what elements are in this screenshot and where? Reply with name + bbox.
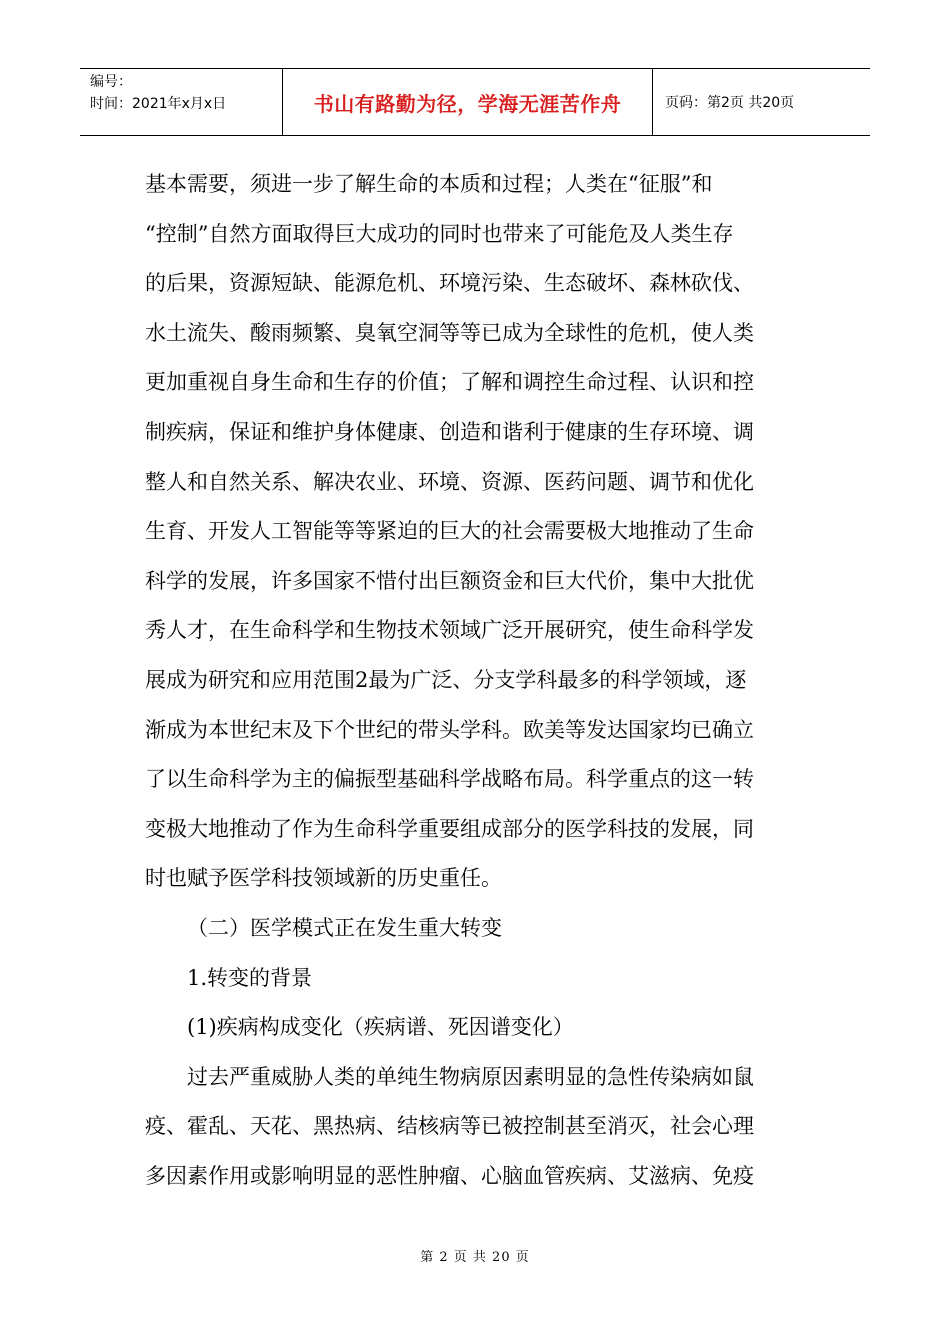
page-footer: 第 2 页 共 20 页	[420, 1250, 530, 1265]
body-line: 秀人才，在生命科学和生物技术领域广泛开展研究，使生命科学发	[145, 618, 754, 643]
body-line: （二）医学模式正在发生重大转变	[187, 915, 502, 940]
body-line: 的后果，资源短缺、能源危机、环境污染、生态破坏、森林砍伐、	[145, 271, 754, 296]
body-line: 变极大地推动了作为生命科学重要组成部分的医学科技的发展，同	[145, 816, 754, 841]
body-line: 科学的发展，许多国家不惜付出巨额资金和巨大代价，集中大批优	[145, 568, 754, 593]
body-line: 生育、开发人工智能等等紧迫的巨大的社会需要极大地推动了生命	[145, 519, 754, 544]
body-line: 水土流失、酸雨频繁、臭氧空洞等等已成为全球性的危机，使人类	[145, 320, 754, 345]
time-label: 时间：2021年x月x日	[90, 96, 227, 112]
body-line: 过去严重威胁人类的单纯生物病原因素明显的急性传染病如鼠	[187, 1064, 754, 1089]
body-line: 疫、霍乱、天花、黑热病、结核病等已被控制甚至消灭，社会心理	[145, 1114, 754, 1139]
body-line: 渐成为本世纪末及下个世纪的带头学科。欧美等发达国家均已确立	[145, 717, 754, 742]
body-line: “控制”自然方面取得巨大成功的同时也带来了可能危及人类生存	[145, 221, 734, 246]
body-line: 了以生命科学为主的偏振型基础科学战略布局。科学重点的这一转	[145, 767, 754, 792]
body-line: 1.转变的背景	[187, 965, 313, 990]
body-line: 制疾病，保证和维护身体健康、创造和谐利于健康的生存环境、调	[145, 419, 754, 444]
body-line: 多因素作用或影响明显的恶性肿瘤、心脑血管疾病、艾滋病、免疫	[145, 1163, 754, 1188]
body-line: 整人和自然关系、解决农业、环境、资源、医药问题、调节和优化	[145, 469, 754, 494]
header-motto: 书山有路勤为径，学海无涯苦作舟	[283, 69, 653, 135]
header-meta	[80, 69, 283, 135]
body-text	[145, 160, 810, 1201]
page-header	[80, 68, 870, 136]
body-line: 更加重视自身生命和生存的价值；了解和调控生命过程、认识和控	[145, 370, 754, 395]
body-line: (1)疾病构成变化（疾病谱、死因谱变化）	[187, 1015, 574, 1040]
body-line: 基本需要，须进一步了解生命的本质和过程；人类在“征服”和	[145, 172, 713, 196]
body-line: 时也赋予医学科技领域新的历史重任。	[145, 866, 502, 891]
body-line: 展成为研究和应用范围2最为广泛、分支学科最多的科学领域，逐	[145, 667, 747, 692]
number-label: 编号：	[90, 74, 132, 90]
header-page-info: 页码：第2页 共20页	[665, 95, 795, 111]
